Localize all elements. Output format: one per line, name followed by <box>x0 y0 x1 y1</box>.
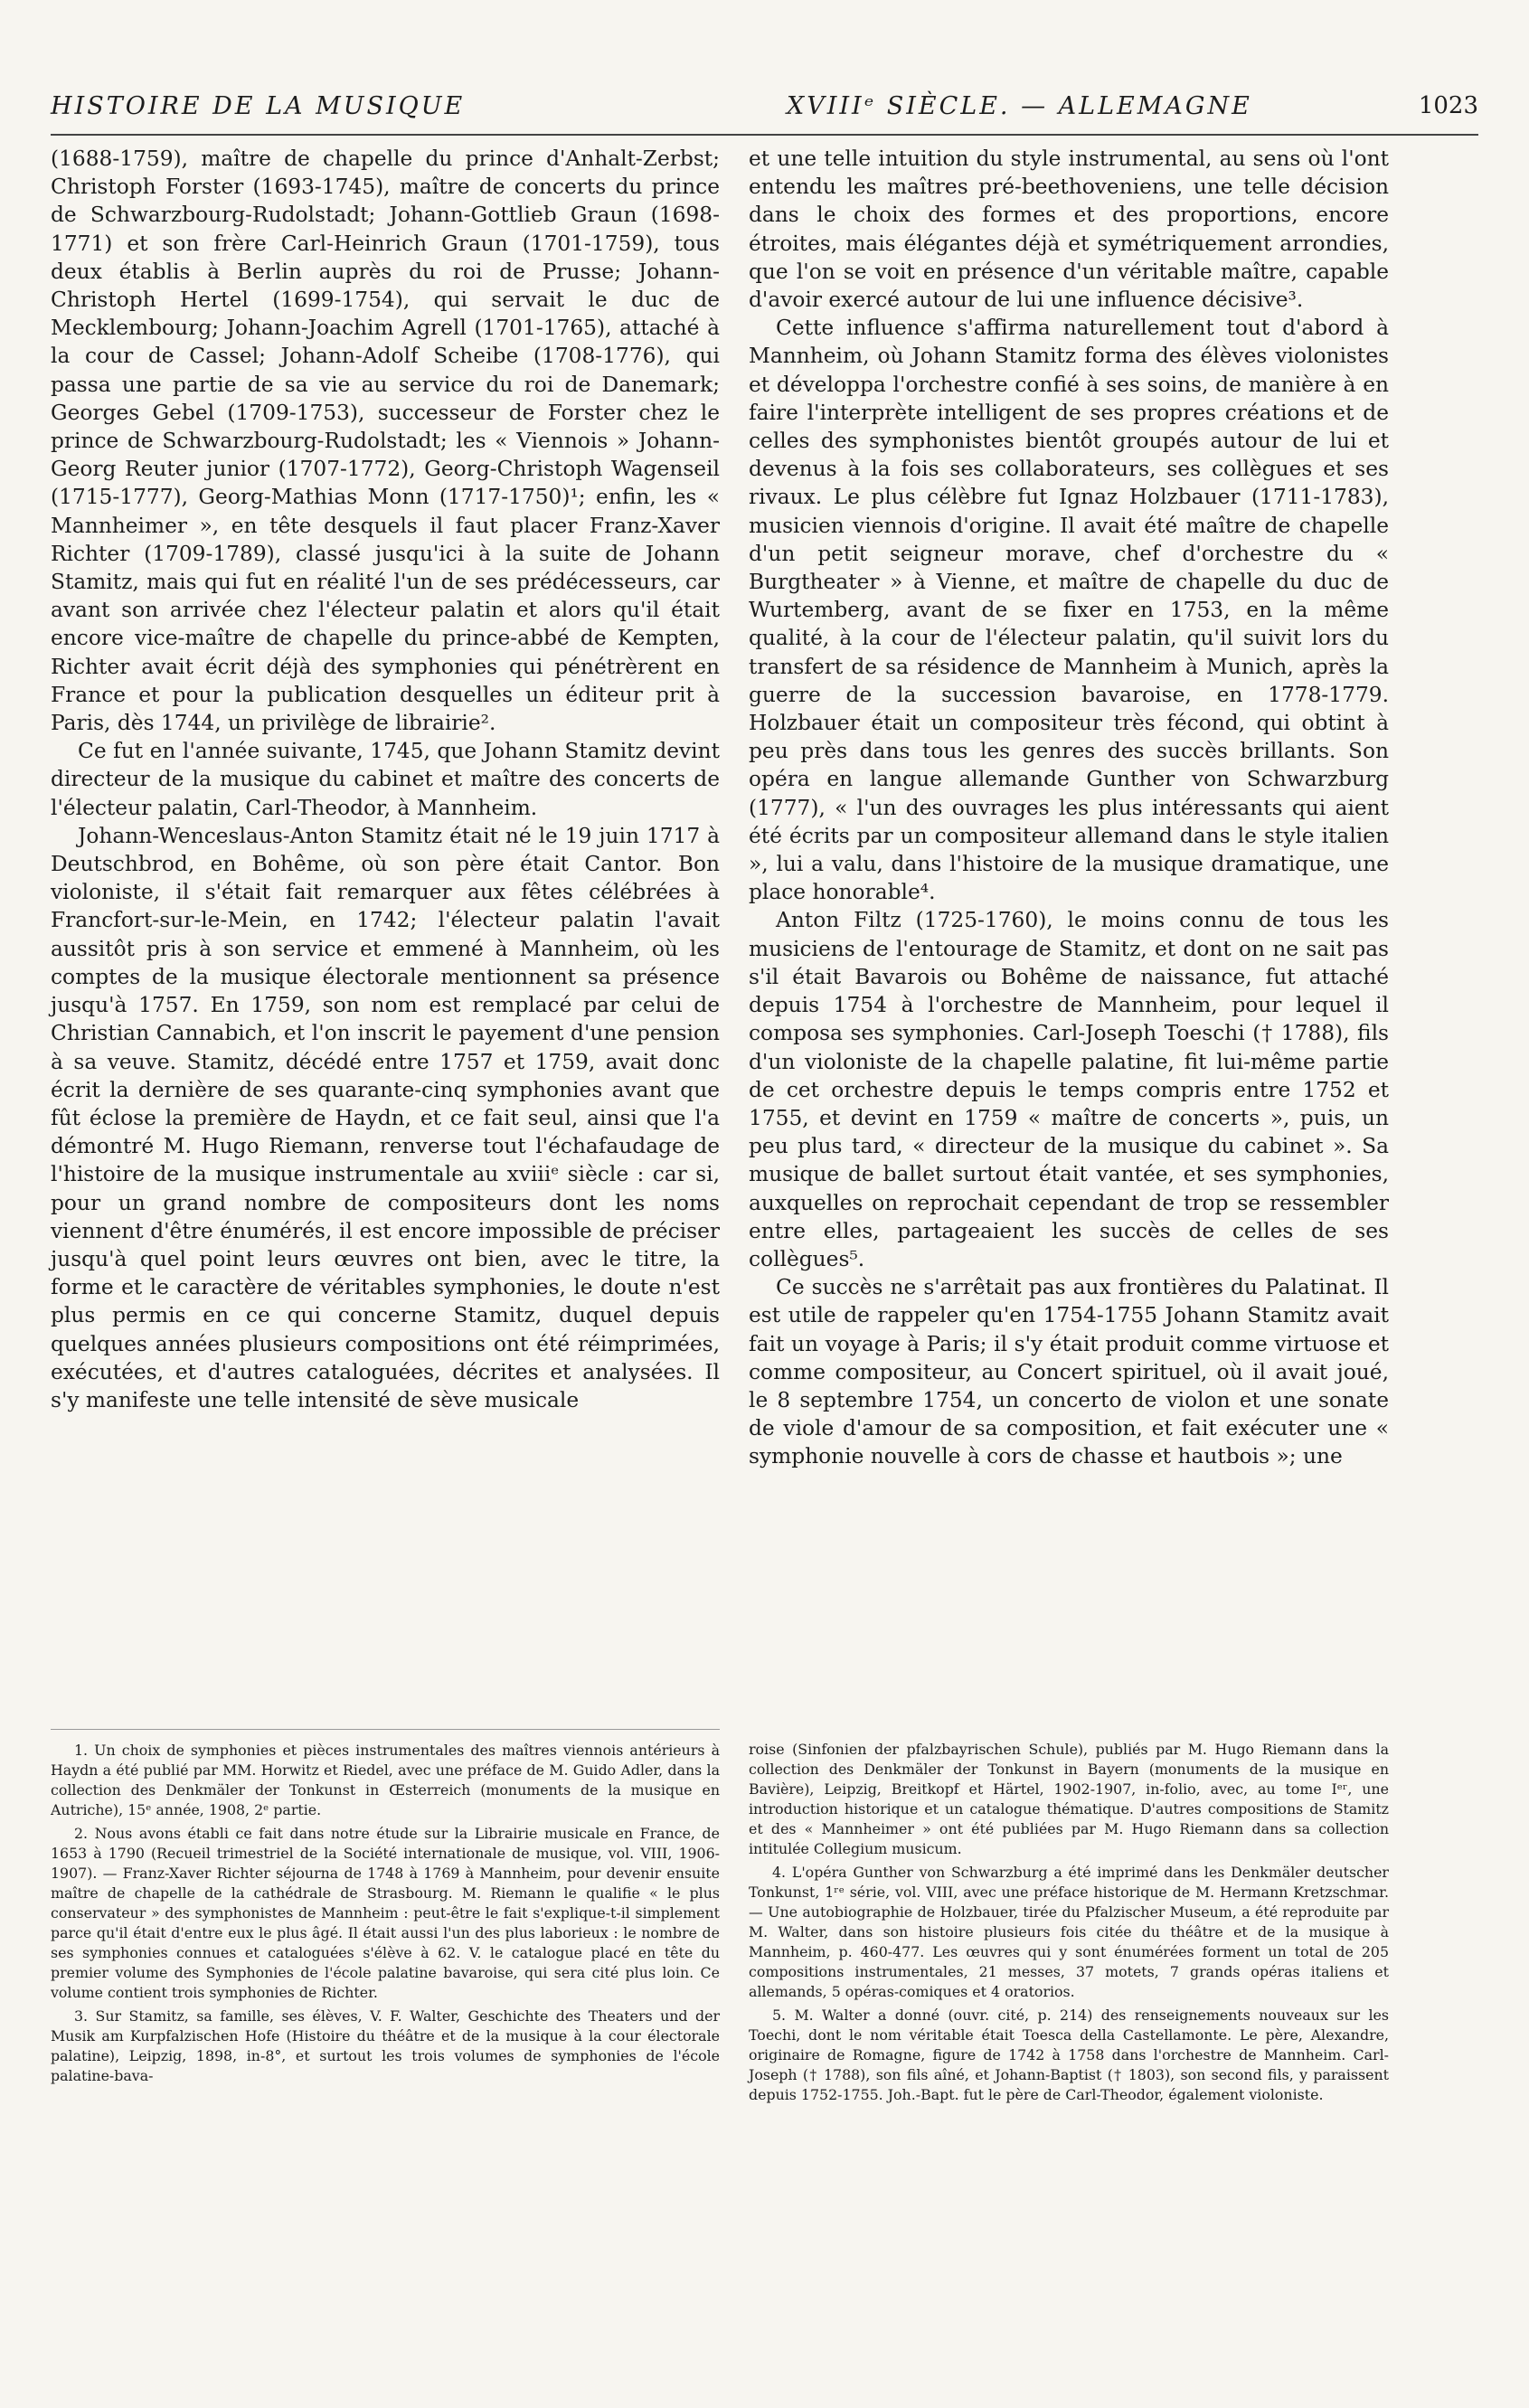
running-title-left: HISTOIRE DE LA MUSIQUE <box>51 92 466 120</box>
page-number: 1023 <box>1418 92 1478 119</box>
paragraph: (1688-1759), maître de chapelle du prince d'Anhalt-Zerbst; Christoph Forster (1693-1745), maître de concerts du prince de Schwarzbourg-Rudolstadt; Johann-Gottlieb Graun (1698-1771) et son frère Carl-Heinrich Graun (1701-1759), tous deux établis à Berlin auprès du roi de Prusse; Johann-Christoph Hertel (1699-1754), qui servait le duc de Mecklembourg; Johann-Joachim Agrell (1701-1765), attaché à la cour de Cassel; Johann-Adolf Scheibe (1708-1776), qui passa une partie de sa vie au service du roi de Danemark; Georges Gebel (1709-1753), successeur de Forster chez le prince de Schwarzbourg-Rudolstadt; les « Viennois » Johann-Georg Reuter junior (1707-1772), Georg-Christoph Wagenseil (1715-1777), Georg-Mathias Monn (1717-1750)¹; enfin, les « Mannheimer », en tête desquels il faut placer Franz-Xaver Richter (1709-1789), classé jusqu'ici à la suite de Johann Stamitz, mais qui fut en réalité l'un de ses prédécesseurs, car avant son arrivée chez l'électeur palatin et alors qu'il était encore vice-maître de chapelle du prince-abbé de Kempten, Richter avait écrit déjà des symphonies qui pénétrèrent en France et pour la publication desquelles un éditeur prit à Paris, dès 1744, un privilège de librairie². <box>51 146 720 736</box>
left-column <box>51 145 720 1414</box>
footnotes-right <box>749 1729 1389 2109</box>
footnote: 1. Un choix de symphonies et pièces instrumentales des maîtres viennois antérieurs à Haydn a été publié par MM. Horwitz et Riedel, avec une préface de M. Guido Adler, dans la collection des Denkmäler der Tonkunst in Œsterreich (monuments de la musique en Autriche), 15ᵉ année, 1908, 2ᵉ partie. <box>51 1742 720 1818</box>
paragraph: Ce succès ne s'arrêtait pas aux frontières du Palatinat. Il est utile de rappeler qu'en 1754-1755 Johann Stamitz avait fait un voyage à Paris; il s'y était produit comme virtuose et comme compositeur, au Concert spirituel, où il avait joué, le 8 septembre 1754, un concerto de violon et une sonate de viole d'amour de sa composition, et fait exécuter une « symphonie nouvelle à cors de chasse et hautbois »; une <box>749 1275 1389 1469</box>
right-column <box>749 145 1389 1471</box>
footnote: 5. M. Walter a donné (ouvr. cité, p. 214) des renseignements nouveaux sur les Toechi, dont le nom véritable était Toesca della Castellamonte. Le père, Alexandre, originaire de Romagne, figure de 1742 à 1758 dans l'orchestre de Mannheim. Carl-Joseph († 1788), son fils aîné, et Johann-Baptist († 1803), son second fils, y paraissent depuis 1752-1755. Joh.-Bapt. fut le père de Carl-Theodor, également violoniste. <box>749 2007 1389 2103</box>
running-title-right: XVIIIᵉ SIÈCLE. — ALLEMAGNE <box>787 92 1252 120</box>
paragraph: Johann-Wenceslaus-Anton Stamitz était né le 19 juin 1717 à Deutschbrod, en Bohême, où son père était Cantor. Bon violoniste, il s'était fait remarquer aux fêtes célébrées à Francfort-sur-le-Mein, en 1742; l'électeur palatin l'avait aussitôt pris à son service et emmené à Mannheim, où les comptes de la musique électorale mentionnent sa présence jusqu'à 1757. En 1759, son nom est remplacé par celui de Christian Cannabich, et l'on inscrit le payement d'une pension à sa veuve. Stamitz, décédé entre 1757 et 1759, avait donc écrit la dernière de ses quarante-cinq symphonies avant que fût éclose la première de Haydn, et ce fait seul, ainsi que l'a démontré M. Hugo Riemann, renverse tout l'échafaudage de l'histoire de la musique instrumentale au xviiiᵉ siècle : car si, pour un grand nombre de compositeurs dont les noms viennent d'être énumérés, il est encore impossible de préciser jusqu'à quel point leurs œuvres ont bien, avec le titre, la forme et le caractère de véritables symphonies, le doute n'est plus permis en ce qui concerne Stamitz, duquel depuis quelques années plusieurs compositions ont été réimprimées, exécutées, et d'autres cataloguées, décrites et analysées. Il s'y manifeste une telle intensité de sève musicale <box>51 823 720 1412</box>
footnote: 4. L'opéra Gunther von Schwarzburg a été imprimé dans les Denkmäler deutscher Tonkunst, 1ʳᵉ série, vol. VIII, avec une préface historique de M. Hermann Kretzschmar. — Une autobiographie de Holzbauer, tirée du Pfalzischer Museum, a été reproduite par M. Walter, dans son histoire plusieurs fois citée du théâtre et de la musique à Mannheim, p. 460-477. Les œuvres qui y sont énumérées forment un total de 205 compositions instrumentales, 21 messes, 37 motets, 7 grands opéras italiens et allemands, 5 opéras-comiques et 4 oratorios. <box>749 1864 1389 2000</box>
running-header <box>51 87 1478 136</box>
paragraph: Cette influence s'affirma naturellement tout d'abord à Mannheim, où Johann Stamitz forma des élèves violonistes et développa l'orchestre confié à ses soins, de manière à en faire l'interprète intelligent de ses propres créations et de celles des symphonistes bientôt groupés autour de lui et devenus à la fois ses collaborateurs, ses collègues et ses rivaux. Le plus célèbre fut Ignaz Holzbauer (1711-1783), musicien viennois d'origine. Il avait été maître de chapelle d'un petit seigneur morave, chef d'orchestre du « Burgtheater » à Vienne, et maître de chapelle du duc de Wurtemberg, avant de se fixer en 1753, en la même qualité, à la cour de l'électeur palatin, qu'il suivit lors du transfert de sa résidence de Mannheim à Munich, après la guerre de la succession bavaroise, en 1778-1779. Holzbauer était un compositeur très fécond, qui obtint à peu près dans tous les genres des succès brillants. Son opéra en langue allemande Gunther von Schwarzburg (1777), « l'un des ouvrages les plus intéressants qui aient été écrits par un compositeur allemand dans le style italien », lui a valu, dans l'histoire de la musique dramatique, une place honorable⁴. <box>749 316 1389 905</box>
paragraph: Anton Filtz (1725-1760), le moins connu de tous les musiciens de l'entourage de Stamitz, et dont on ne sait pas s'il était Bavarois ou Bohême de naissance, fut attaché depuis 1754 à l'orchestre de Mannheim, pour lequel il composa ses symphonies. Carl-Joseph Toeschi († 1788), fils d'un violoniste de la chapelle palatine, fit lui-même partie de cet orchestre depuis le temps compris entre 1752 et 1755, et devint en 1759 « maître de concerts », puis, un peu plus tard, « directeur de la musique du cabinet ». Sa musique de ballet surtout était vantée, et ses symphonies, auxquelles on reprochait cependant de trop se ressembler entre elles, partageaient les succès de celles de ses collègues⁵. <box>749 908 1389 1271</box>
paragraph: et une telle intuition du style instrumental, au sens où l'ont entendu les maîtres pré-beethoveniens, une telle décision dans le choix des formes et des proportions, encore étroites, mais élégantes déjà et symétriquement arrondies, que l'on se voit en présence d'un véritable maître, capable d'avoir exercé autour de lui une influence décisive³. <box>749 146 1389 313</box>
footnote: roise (Sinfonien der pfalzbayrischen Schule), publiés par M. Hugo Riemann dans la collection des Denkmäler der Tonkunst in Bayern (monuments de la musique en Bavière), Leipzig, Breitkopf et Härtel, 1902-1907, in-folio, avec, au tome Iᵉʳ, une introduction historique et un catalogue thématique. D'autres compositions de Stamitz et des « Mannheimer » ont été publiées par M. Hugo Riemann dans sa collection intitulée Collegium musicum. <box>749 1741 1389 1857</box>
footnote: 3. Sur Stamitz, sa famille, ses élèves, V. F. Walter, Geschichte des Theaters und der Musik am Kurpfalzischen Hofe (Histoire du théâtre et de la musique à la cour électorale palatine), Leipzig, 1898, in-8°, et surtout les trois volumes de symphonies de l'école palatine-bava- <box>51 2007 720 2084</box>
footnote: 2. Nous avons établi ce fait dans notre étude sur la Librairie musicale en France, de 1653 à 1790 (Recueil trimestriel de la Société internationale de musique, vol. VIII, 1906-1907). — Franz-Xaver Richter séjourna de 1748 à 1769 à Mannheim, pour devenir ensuite maître de chapelle de la cathédrale de Strasbourg. M. Riemann le qualifie « le plus conservateur » des symphonistes de Mannheim : peut-être le fait s'explique-t-il simplement parce qu'il était d'entre eux le plus âgé. Il était aussi l'un des plus laborieux : le nombre de ses symphonies connues et cataloguées s'élève à 62. V. le catalogue placé en tête du premier volume des Symphonies de l'école palatine bavaroise, qui sera cité plus loin. Ce volume contient trois symphonies de Richter. <box>51 1825 720 2001</box>
footnotes-left <box>51 1729 720 2090</box>
paragraph: Ce fut en l'année suivante, 1745, que Johann Stamitz devint directeur de la musique du cabinet et maître des concerts de l'électeur palatin, Carl-Theodor, à Mannheim. <box>51 739 720 820</box>
